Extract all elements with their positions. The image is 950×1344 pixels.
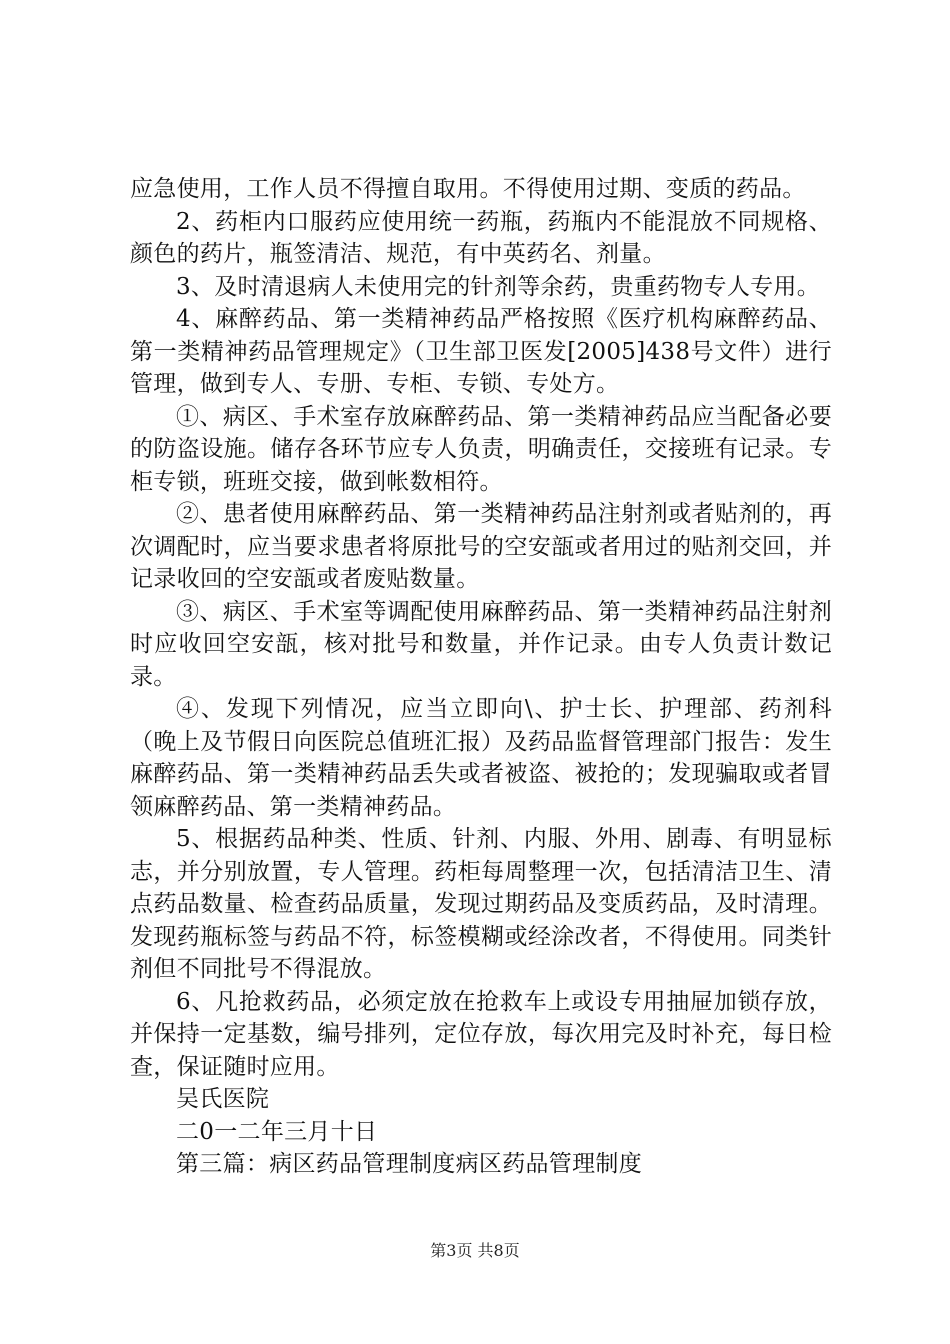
paragraph-item-3: 3、及时清退病人未使用完的针剂等余药，贵重药物专人专用。	[176, 273, 821, 300]
paragraph-continuation: 应急使用，工作人员不得擅自取用。不得使用过期、变质的药品。	[130, 176, 806, 202]
paragraph-item-2: 2、药柜内口服药应使用统一药瓶，药瓶内不能混放不同规格、颜色的药片，瓶签清洁、规范，有中英药名、剂量。	[130, 208, 832, 267]
paragraph-subitem-1: ①、病区、手术室存放麻醉药品、第一类精神药品应当配备必要的防盗设施。储存各环节应专人负责，明确责任，交接班有记录。专柜专锁，班班交接，做到帐数相符。	[130, 403, 832, 495]
page-footer: 第3页 共8页	[430, 1241, 520, 1260]
paragraph-subitem-4: ④、发现下列情况，应当立即向\、护士长、护理部、药剂科（晚上及节假日向医院总值班汇报）及药品监督管理部门报告：发生麻醉药品、第一类精神药品丢失或者被盗、被抢的；发现骗取或者冒领麻醉药品、第一类精神药品。	[130, 696, 832, 820]
paragraph-item-5: 5、根据药品种类、性质、针剂、内服、外用、剧毒、有明显标志，并分别放置，专人管理。药柜每周整理一次，包括清洁卫生、清点药品数量、检查药品质量，发现过期药品及变质药品，及时清理。发现药瓶标签与药品不符，标签模糊或经涂改者，不得使用。同类针剂但不同批号不得混放。	[130, 826, 832, 982]
paragraph-subitem-2: ②、患者使用麻醉药品、第一类精神药品注射剂或者贴剂的，再次调配时，应当要求患者将原批号的空安瓿或者用过的贴剂交回，并记录收回的空安瓿或者废贴数量。	[130, 501, 832, 592]
paragraph-item-6: 6、凡抢救药品，必须定放在抢救车上或设专用抽屉加锁存放，并保持一定基数，编号排列，定位存放，每次用完及时补充，每日检查，保证随时应用。	[130, 988, 832, 1080]
document-body	[130, 173, 832, 1181]
signature-date: 二0一二年三月十日	[176, 1118, 378, 1145]
section-heading: 第三篇：病区药品管理制度病区药品管理制度	[176, 1151, 642, 1177]
signature-hospital: 吴氏医院	[176, 1086, 270, 1112]
paragraph-subitem-3: ③、病区、手术室等调配使用麻醉药品、第一类精神药品注射剂时应收回空安瓿，核对批号和数量，并作记录。由专人负责计数记录。	[130, 598, 832, 690]
paragraph-item-4: 4、麻醉药品、第一类精神药品严格按照《医疗机构麻醉药品、第一类精神药品管理规定》（卫生部卫医发[2005]438号文件）进行管理，做到专人、专册、专柜、专锁、专处方。	[130, 306, 832, 397]
